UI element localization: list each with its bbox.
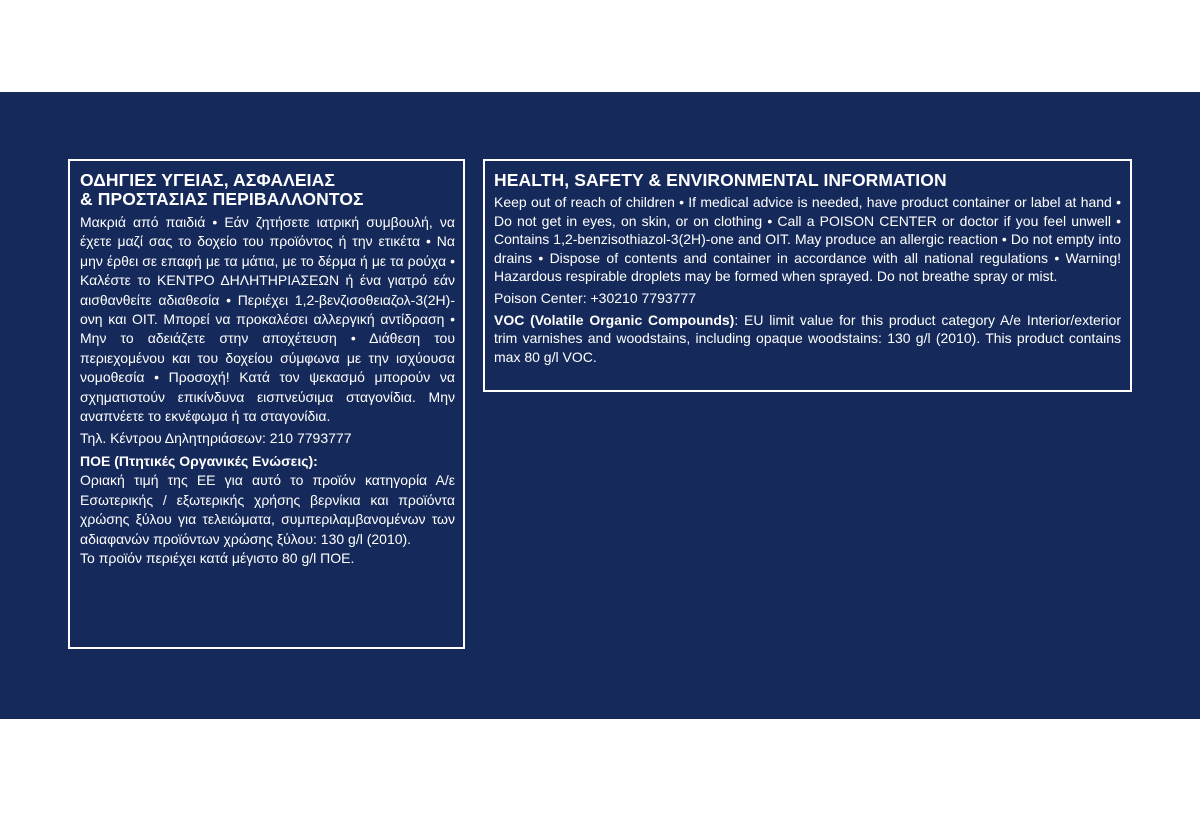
greek-poison-center: Τηλ. Κέντρου Δηλητηριάσεων: 210 7793777	[80, 430, 352, 447]
english-poison-center: Poison Center: +30210 7793777	[494, 289, 696, 306]
english-safety-text: Keep out of reach of children • If medical advice is needed, have product container or label at hand • Do not get in eyes, on skin, or on clothing • Call a POISON CENTER or doctor if you feel unwell • Contains 1,2-benzisothiazol-3(2H)-one and OIT. May produce an allergic reaction • Do not empty into drains • Dispose of contents and container in accordance with all national regulations • Warning! Hazardous respirable droplets may be formed when sprayed. Do not breathe spray or mist.	[494, 194, 1121, 285]
greek-voc-max: Το προϊόν περιέχει κατά μέγιστο 80 g/l ΠΟΕ.	[80, 549, 355, 566]
greek-voc-label: ΠΟΕ (Πτητικές Οργανικές Ενώσεις):	[80, 452, 318, 469]
greek-info-panel	[68, 159, 465, 649]
english-title: HEALTH, SAFETY & ENVIRONMENTAL INFORMATION	[494, 170, 947, 190]
english-voc-paragraph	[494, 311, 1121, 367]
greek-title-line-2: & ΠΡΟΣΤΑΣΙΑΣ ΠΕΡΙΒΑΛΛΟΝΤΟΣ	[80, 189, 364, 209]
english-voc-text: : EU limit value for this product category A/e Interior/exterior trim varnishes and woodstains, including opaque woodstains: 130 g/l (2010). This product contains max 80 g/l VOC.	[494, 311, 1121, 365]
greek-title	[80, 171, 455, 209]
greek-voc-text: Οριακή τιμή της ΕΕ για αυτό το προϊόν κατηγορία Α/ε Εσωτερικής / εξωτερικής χρήσης βερνίκια και προϊόντα χρώσης ξύλου για τελειώματα, συμπεριλαμβανομένων των αδιαφανών προϊόντων χρώσης ξύλου: 130 g/l (2010).	[80, 472, 455, 547]
greek-title-line-1: ΟΔΗΓΙΕΣ ΥΓΕΙΑΣ, ΑΣΦΑΛΕΙΑΣ	[80, 170, 335, 190]
english-info-panel	[483, 159, 1132, 392]
label-background-band	[0, 92, 1200, 719]
greek-safety-text: Μακριά από παιδιά • Εάν ζητήσετε ιατρική συμβουλή, να έχετε μαζί σας το δοχείο του προϊόντος ή την ετικέτα • Να μην έρθει σε επαφή με τα μάτια, με το δέρμα ή με τα ρούχα • Καλέστε το ΚΕΝΤΡΟ ΔΗΛΗΤΗΡΙΑΣΕΩΝ ή ένα γιατρό εάν αισθανθείτε αδιαθεσία • Περιέχει 1,2-βενζισοθειαζολ-3(2Η)-ονη και ΟΙΤ. Μπορεί να προκαλέσει αλλεργική αντίδραση • Μην το αδειάζετε στην αποχέτευση • Διάθεση του περιεχομένου και του δοχείου σύμφωνα με την ισχύουσα νομοθεσία • Προσοχή! Κατά τον ψεκασμό μπορούν να σχηματιστούν επικίνδυνα εισπνεύσιμα σταγονίδια. Μην αναπνέετε το εκνέφωμα ή τα σταγονίδια.	[80, 214, 455, 425]
english-voc-label: VOC (Volatile Organic Compounds)	[494, 311, 735, 328]
